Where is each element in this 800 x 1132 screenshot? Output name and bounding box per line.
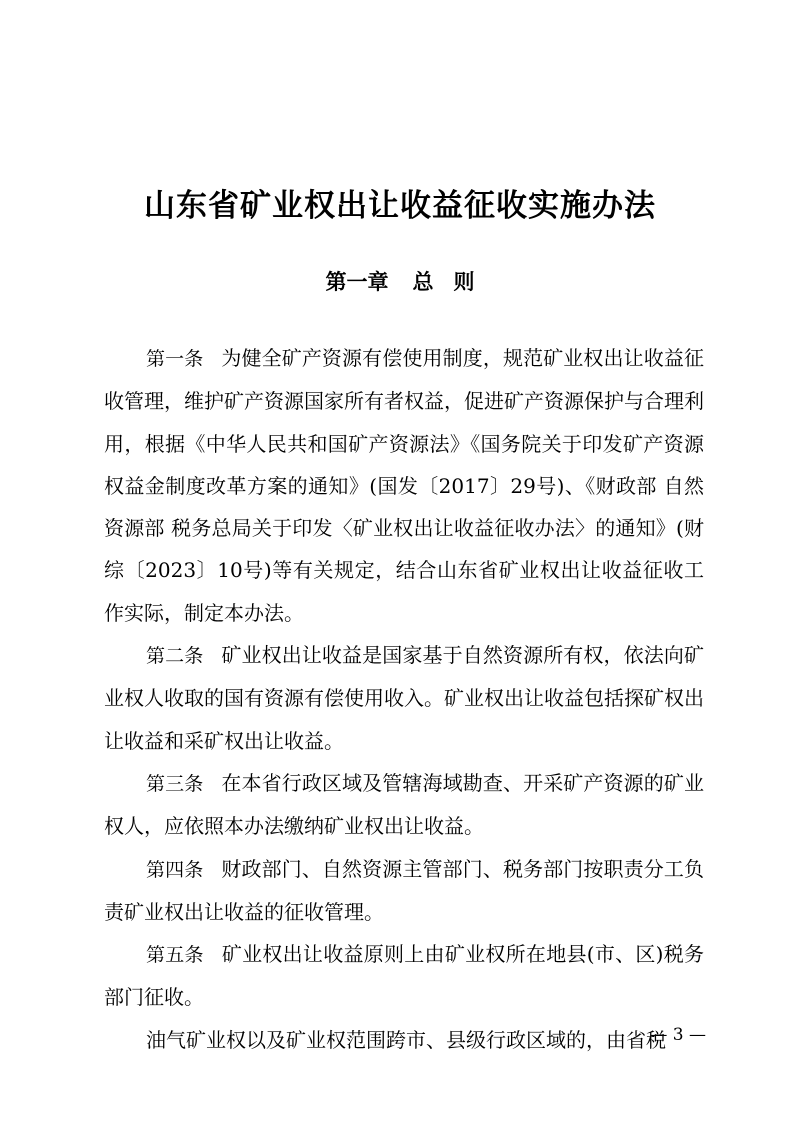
chapter-number: 第一章 (325, 270, 389, 294)
chapter-heading (0, 266, 800, 296)
article-heading: 第三条 (146, 772, 204, 795)
article-paragraph (104, 933, 704, 1019)
article-heading: 第五条 (146, 944, 204, 967)
article-text: 矿业权出让收益原则上由矿业权所在地县(市、区)税务部门征收。 (104, 942, 704, 1010)
article-text: 为健全矿产资源有偿使用制度，规范矿业权出让收益征收管理，维护矿产资源国家所有者权益，促进矿产资源保护与合理利用，根据《中华人民共和国矿产资源法》《国务院关于印发矿产资源权益金制度改革方案的通知》(国发〔2017〕29号)、《财政部 自然资源部 税务总局关于印发〈矿业权出让收益征收办法〉的通知》(财综〔2023〕10号)等有关规定，结合山东省矿业权出让收益征收工作实际，制定本办法。 (104, 346, 704, 625)
chapter-word-2: 则 (453, 270, 475, 294)
chapter-word-1: 总 (412, 270, 434, 294)
article-text: 矿业权出让收益是国家基于自然资源所有权，依法向矿业权人收取的国有资源有偿使用收入。矿业权出让收益包括探矿权出让收益和采矿权出让收益。 (104, 643, 704, 753)
article-heading: 第二条 (146, 645, 204, 668)
article-paragraph (104, 762, 704, 848)
article-paragraph (104, 337, 704, 634)
continuation-paragraph (104, 1019, 704, 1061)
article-paragraph (104, 848, 704, 934)
article-text: 财政部门、自然资源主管部门、税务部门按职责分工负责矿业权出让收益的征收管理。 (104, 856, 704, 924)
document-body (104, 337, 704, 1061)
page-number: — 3 — (650, 1025, 706, 1045)
article-heading: 第四条 (146, 858, 204, 881)
article-paragraph (104, 634, 704, 762)
document-title: 山东省矿业权出让收益征收实施办法 (144, 188, 656, 224)
paragraph-text: 油气矿业权以及矿业权范围跨市、县级行政区域的，由省税 (146, 1027, 666, 1052)
article-heading: 第一条 (146, 348, 204, 370)
article-text: 在本省行政区域及管辖海域勘查、开采矿产资源的矿业权人，应依照本办法缴纳矿业权出让收益。 (104, 770, 704, 839)
